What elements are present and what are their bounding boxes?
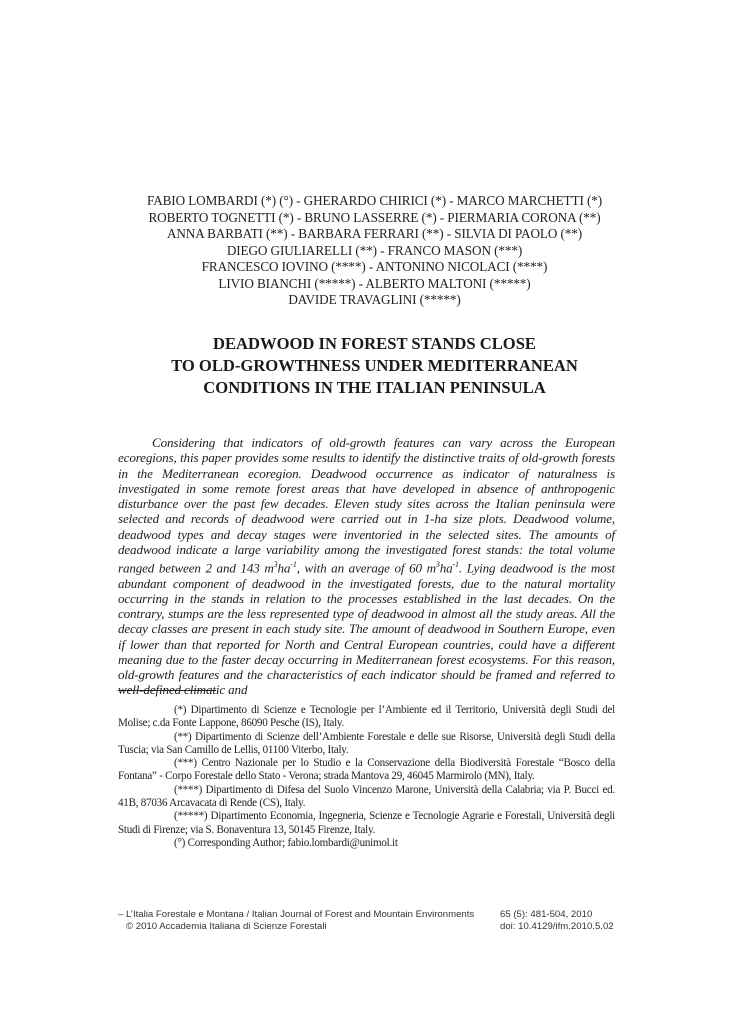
issue-info: 65 (5): 481-504, 2010 (500, 909, 593, 920)
title-line: CONDITIONS IN THE ITALIAN PENINSULA (203, 378, 546, 397)
superscript: -1 (452, 560, 459, 569)
abstract-text: , with an average of 60 m (296, 560, 436, 576)
footnote: (**) Dipartimento di Scienze dell’Ambiente Forestale e delle sue Risorse, Università degli Studi della Tuscia; via San Camillo de Lellis, 01100 Viterbo, Italy. (118, 730, 615, 756)
abstract-text: ha (439, 560, 453, 576)
author-line: LIVIO BIANCHI (*****) - ALBERTO MALTONI (*****) (218, 275, 531, 291)
doi: doi: 10.4129/ifm.2010.5.02 (500, 921, 614, 933)
abstract-text: ha (277, 560, 291, 576)
author-line: FRANCESCO IOVINO (****) - ANTONINO NICOLACI (****) (201, 259, 548, 274)
abstract-text: . Lying deadwood is the most abundant component of deadwood in the investigated forests, due to the natural mortality occurring in the stands in relation to the processes established in the last decades. On the contrary, stumps are the less represented type of deadwood in almost all the study areas. All the decay classes are present in each study site. The amount of deadwood in Southern Europe, even if lower than that reported for North and Central European countries, could have a different meaning due to the faster decay occurring in Mediterranean forest ecosystems. For this reason, old-growth features and the characteristics of each indicator should be framed and referred to well-defined climatic and (118, 560, 615, 698)
footnotes (118, 704, 615, 850)
footnote: (***) Centro Nazionale per lo Studio e la Conservazione della Biodiversità Forestale “Bosco della Fontana” - Corpo Forestale dello Stato - Verona; strada Mantova 29, 46045 Marmirolo (MN), Italy. (118, 757, 615, 783)
superscript: -1 (290, 560, 297, 569)
paper-title (90, 333, 659, 399)
copyright: © 2010 Accademia Italiana di Scienze Forestali (126, 921, 327, 933)
abstract-text: Considering that indicators of old-growth features can vary across the European ecoregions, this paper provides some results to identify the distinctive traits of old-growth forests in the Mediterranean ecoregion. Deadwood occurrence as indicator of naturalness is investigated in some remote forest areas that have developed in absence of anthropogenic disturbance over the past few decades. Eleven study sites across the Italian peninsula were selected and records of deadwood were carried out in 1-ha size plots. Deadwood volume, deadwood types and decay stages were inventoried in the selected sites. The amounts of deadwood indicate a large variability among the investigated forest stands: the total volume ranged between 2 and 143 m (118, 435, 615, 576)
footnote: (*****) Dipartimento Economia, Ingegneria, Scienze e Tecnologie Agrarie e Forestali, Università degli Studi di Firenze; via S. Bonaventura 13, 50145 Firenze, Italy. (118, 810, 615, 836)
footnote: (°) Corresponding Author; fabio.lombardi@unimol.it (174, 836, 398, 849)
footnote: (*) Dipartimento di Scienze e Tecnologie per l’Ambiente ed il Territorio, Università degli Studi del Molise; c.da Fonte Lappone, 86090 Pesche (IS), Italy. (118, 704, 615, 730)
journal-name: – L’Italia Forestale e Montana / Italian Journal of Forest and Mountain Environments (118, 909, 475, 920)
author-line: ROBERTO TOGNETTI (*) - BRUNO LASSERRE (*) - PIERMARIA CORONA (**) (148, 209, 601, 225)
title-line: DEADWOOD IN FOREST STANDS CLOSE (212, 334, 537, 353)
author-line: ANNA BARBATI (**) - BARBARA FERRARI (**) - SILVIA DI PAOLO (**) (166, 226, 583, 241)
footer-right (500, 909, 620, 934)
title-line: TO OLD-GROWTHNESS UNDER MEDITERRANEAN (171, 356, 578, 375)
abstract-paragraph (118, 435, 615, 698)
abstract (118, 435, 615, 698)
author-line: DIEGO GIULIARELLI (**) - FRANCO MASON (***) (226, 242, 523, 258)
author-line: FABIO LOMBARDI (*) (°) - GHERARDO CHIRICI (*) - MARCO MARCHETTI (*) (146, 193, 603, 208)
superscript: 3 (435, 560, 440, 569)
author-list (90, 193, 659, 309)
footer-left (118, 909, 498, 934)
footnote-divider (118, 690, 216, 691)
superscript: 3 (273, 560, 278, 569)
footnote: (****) Dipartimento di Difesa del Suolo Vincenzo Marone, Università della Calabria; via P. Bucci ed. 41B, 87036 Arcavacata di Rende (CS), Italy. (118, 783, 615, 810)
author-line: DAVIDE TRAVAGLINI (*****) (288, 292, 461, 307)
